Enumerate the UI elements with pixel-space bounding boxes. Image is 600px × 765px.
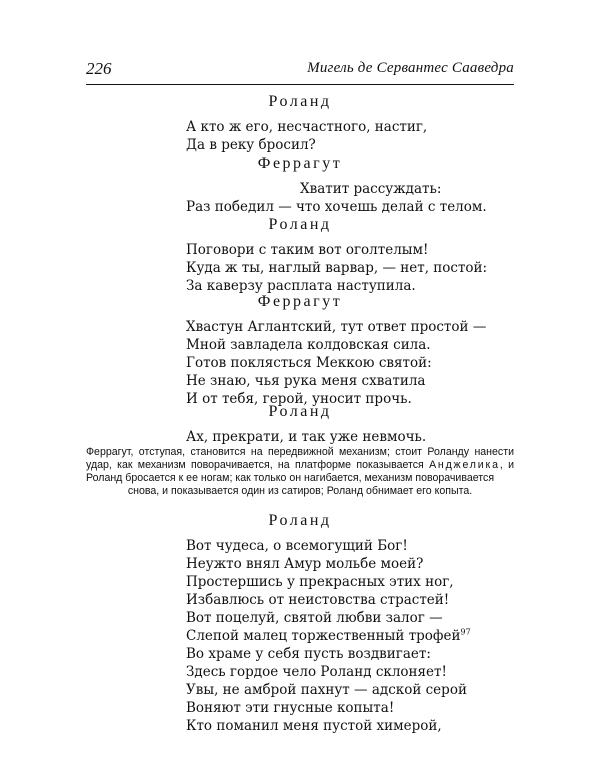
verse-line: Вот чудеса, о всемогущий Бог! <box>186 538 408 554</box>
verse-line: Избавлюсь от неистовства страстей! <box>186 592 450 608</box>
verse-line: И от тебя, герой, уносит прочь. <box>186 391 412 407</box>
stage-direction <box>86 446 514 498</box>
verse-line: Воняют эти гнусные копыта! <box>186 700 395 716</box>
speech-roland-2 <box>0 216 600 295</box>
verse-line: Увы, не амброй пахнут — адской серой <box>186 682 467 698</box>
verse-line-with-footnote <box>0 627 600 645</box>
stage-text-last: снова, и показывается один из сатиров; Роланд обнимает его копыта. <box>127 485 473 497</box>
speaker-name: Роланд <box>268 512 332 529</box>
speech-roland-3 <box>0 403 600 446</box>
verse-line: Хватит рассуждать: <box>300 181 442 197</box>
verse-line: Куда ж ты, наглый варвар, — нет, постой: <box>186 260 488 276</box>
verse-line: Да в реку бросил? <box>186 137 316 153</box>
verse-line: Неужто внял Амур мольбе моей? <box>186 556 424 572</box>
running-title: Мигель де Сервантес Сааведра <box>307 60 514 76</box>
speech-ferragut-2 <box>0 293 600 408</box>
verse-line: Ах, прекрати, и так уже невмочь. <box>186 429 427 445</box>
verse-text: Слепой малец торжественный трофей <box>186 628 461 644</box>
page-number: 226 <box>86 59 112 78</box>
verse-line: А кто ж его, несчастного, настиг, <box>186 119 428 135</box>
verse-line: Не знаю, чья рука меня схватила <box>186 373 426 389</box>
speech-ferragut-1 <box>0 155 600 216</box>
verse-line: Кто поманил меня пустой химерой, <box>186 718 442 734</box>
stage-character-name: Анджелика <box>429 459 500 471</box>
speech-roland-4 <box>0 512 600 735</box>
verse-line: Раз победил — что хочешь делай с телом. <box>186 199 487 215</box>
verse-line: Мной завладела колдовская сила. <box>186 337 431 353</box>
verse-line: Вот поцелуй, святой любви залог — <box>186 610 443 626</box>
speaker-name: Роланд <box>268 403 332 420</box>
stage-text-part1: Феррагут, отступая, становится на передвижной механизм; стоит Роланду нанести удар, как механизм поворачивается, на платформе показывается <box>86 446 514 471</box>
verse-line: Во храме у себя пусть воздвигает: <box>186 646 431 662</box>
speaker-name: Феррагут <box>257 293 343 310</box>
verse-line: Хвастун Аглантский, тут ответ простой — <box>186 319 487 335</box>
verse-line: Здесь гордое чело Роланд склоняет! <box>186 664 447 680</box>
page-header <box>86 56 514 85</box>
stage-text-part2: , и Роланд бросается к ее ногам; как только он нагибается, механизм поворачивается <box>86 459 514 484</box>
speech-roland-1 <box>0 93 600 154</box>
speaker-name: Роланд <box>268 216 332 233</box>
footnote-ref[interactable]: 97 <box>460 627 471 637</box>
verse-line: Готов поклясться Меккою святой: <box>186 355 432 371</box>
verse-line: Поговори с таким вот оголтелым! <box>186 242 429 258</box>
speaker-name: Феррагут <box>257 155 343 172</box>
verse-line: За каверзу расплата наступила. <box>186 278 416 294</box>
verse-line: Простершись у прекрасных этих ног, <box>186 574 454 590</box>
speaker-name: Роланд <box>268 93 332 110</box>
